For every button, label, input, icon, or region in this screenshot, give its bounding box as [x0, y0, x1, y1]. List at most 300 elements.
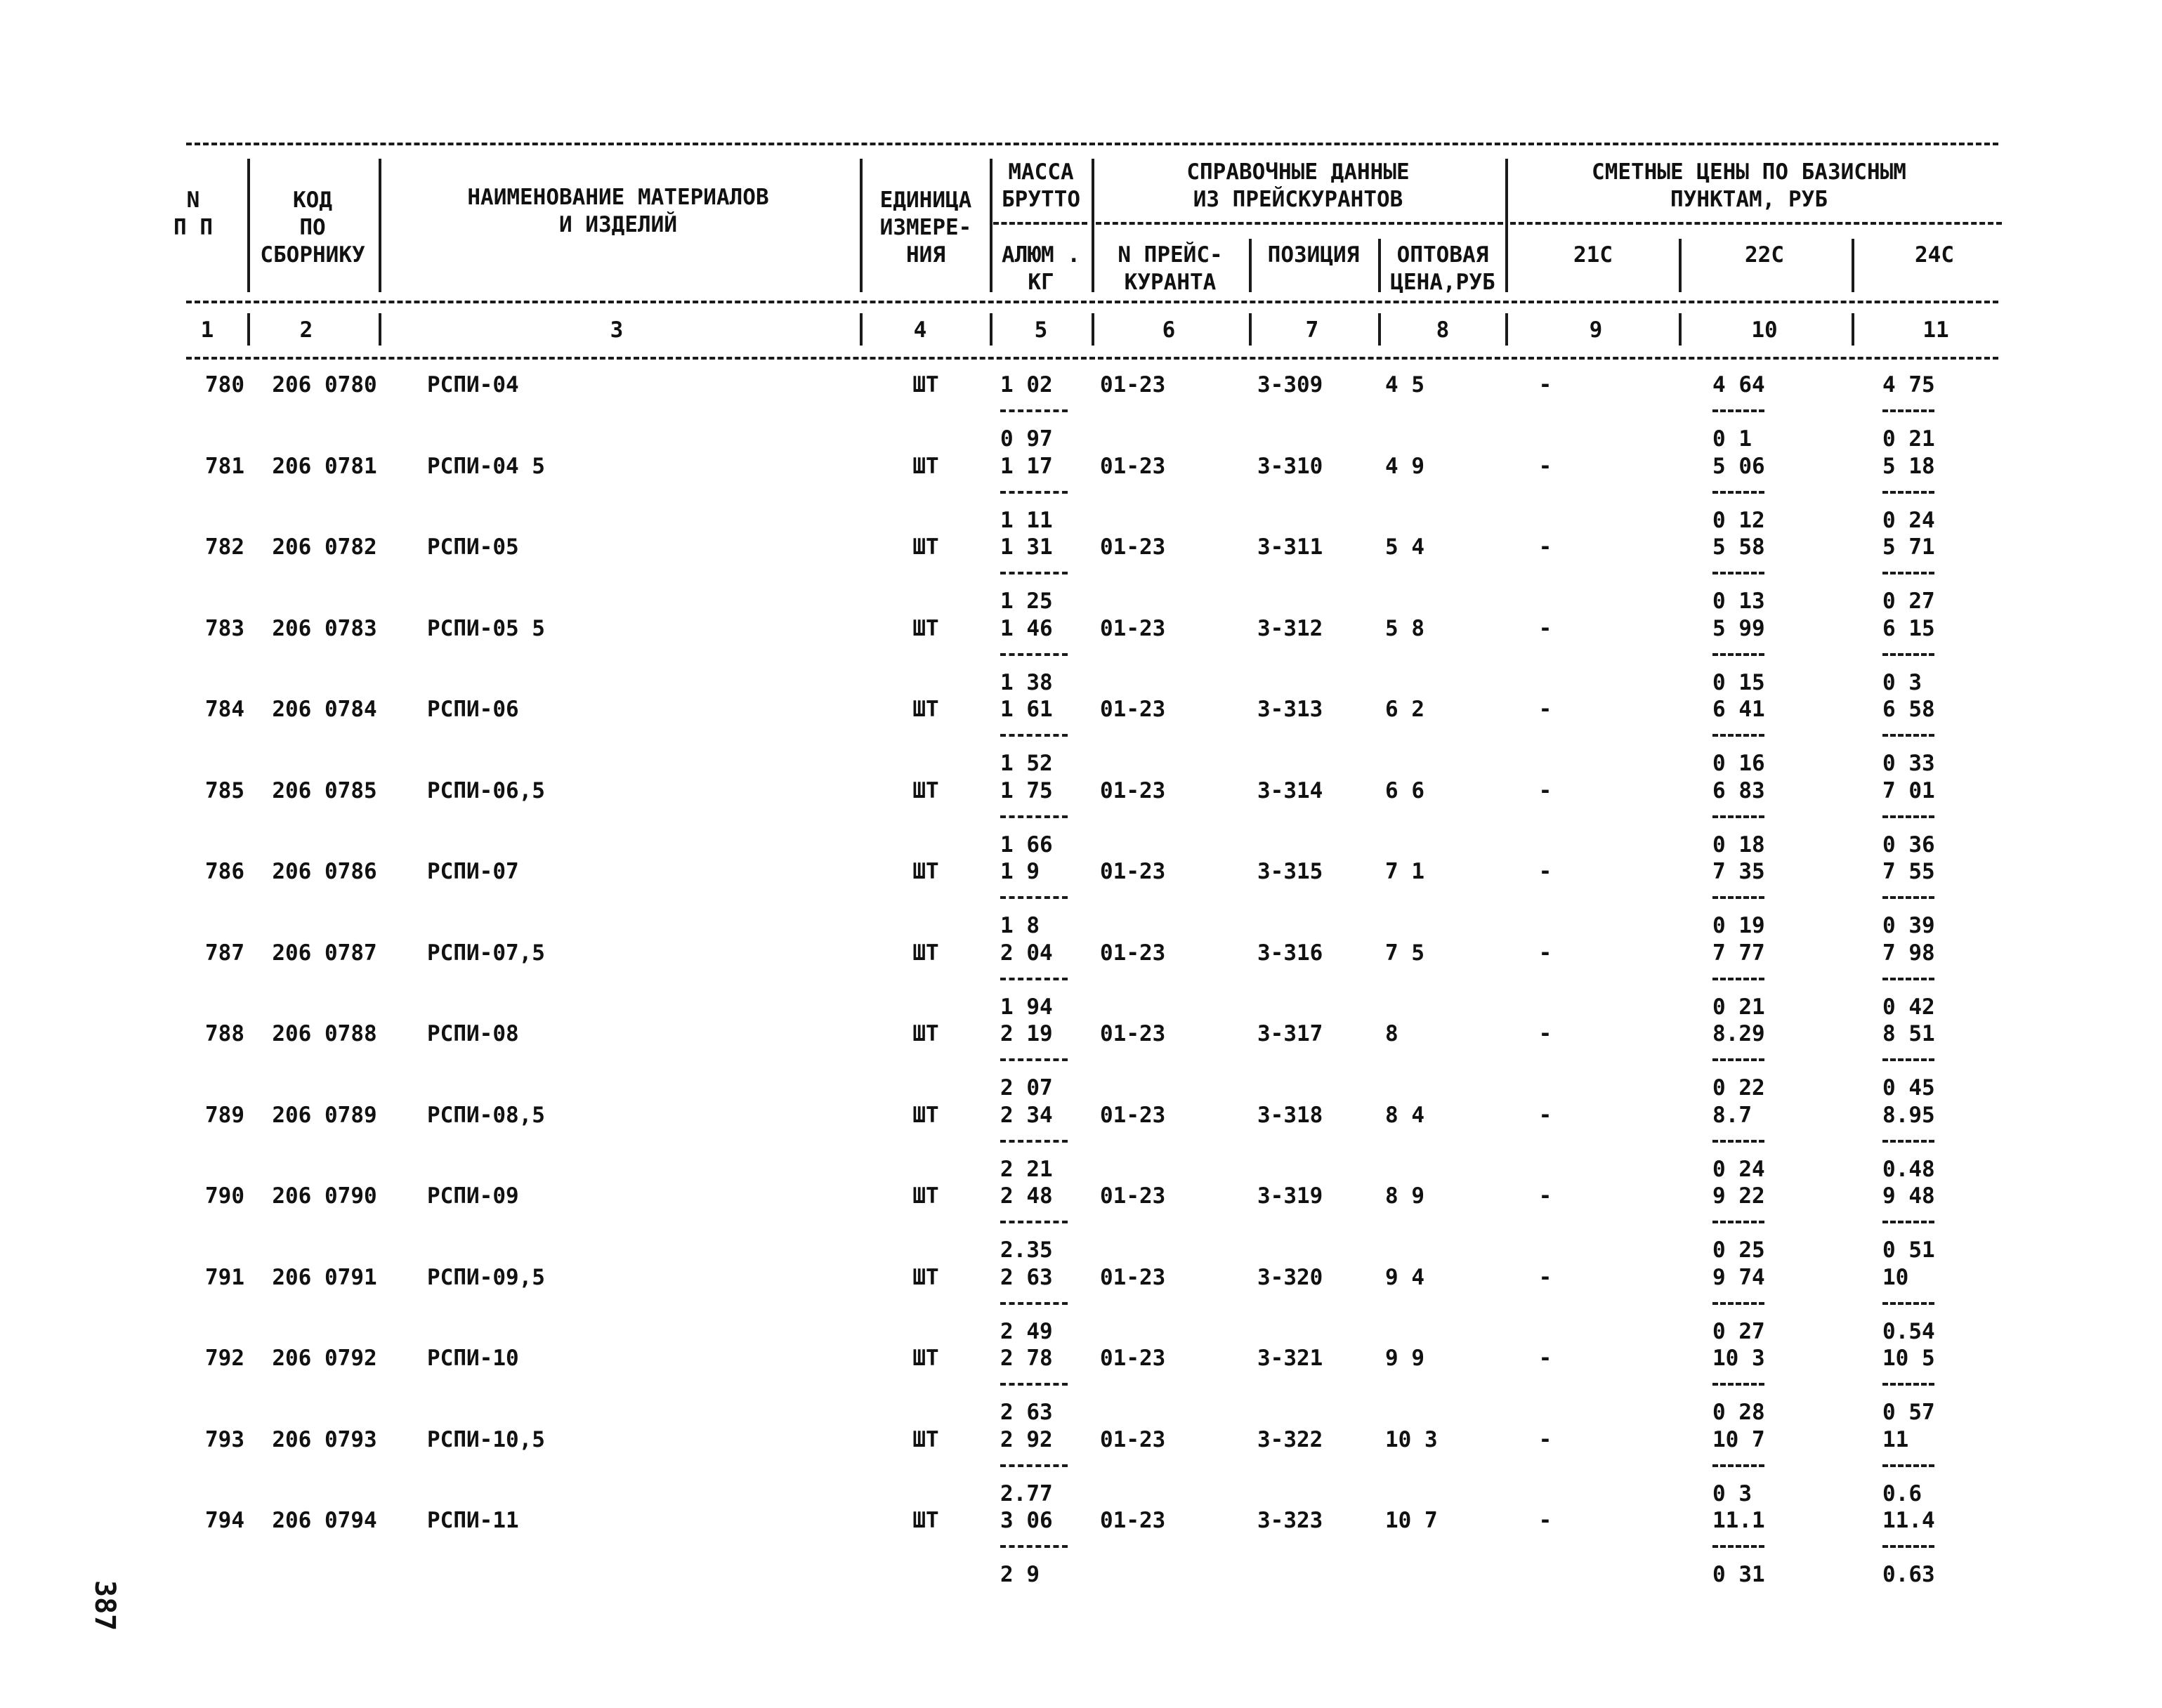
fraction-rule	[1000, 491, 1068, 494]
row-mass-alum: 1 66	[1000, 832, 1053, 858]
row-code: 206 0787	[272, 940, 377, 966]
row-price-24-transport: 0.6	[1882, 1480, 1922, 1506]
column-number: 4	[913, 317, 927, 343]
header-col8: ОПТОВАЯ ЦЕНА,РУБ	[1390, 242, 1495, 295]
fraction-rule	[1712, 1545, 1764, 1548]
row-price-24: 5 71	[1882, 534, 1935, 560]
column-number: 9	[1589, 317, 1603, 343]
row-mass: 1 75	[1000, 777, 1053, 803]
row-price: 4 5	[1385, 372, 1424, 398]
row-mass-alum: 0 97	[1000, 426, 1053, 452]
row-mass: 2 04	[1000, 940, 1053, 966]
row-price-21: -	[1538, 1183, 1552, 1209]
fraction-rule	[1712, 491, 1764, 494]
row-unit: ШТ	[912, 1346, 939, 1371]
row-unit: ШТ	[912, 940, 939, 966]
row-mass-alum: 1 25	[1000, 589, 1053, 614]
row-mass: 3 06	[1000, 1508, 1053, 1533]
row-position: 3-323	[1257, 1508, 1323, 1533]
fraction-rule	[1000, 1221, 1068, 1223]
header-separator	[1852, 239, 1854, 292]
fraction-rule	[1712, 734, 1764, 737]
colnum-separator	[1679, 313, 1682, 346]
colnum-separator	[1378, 313, 1381, 346]
row-mass-alum: 2.35	[1000, 1237, 1053, 1263]
row-unit: ШТ	[912, 697, 939, 722]
row-price-22: 6 41	[1712, 697, 1765, 722]
row-number: 794	[205, 1508, 244, 1533]
row-position: 3-310	[1257, 453, 1323, 479]
header-separator	[1505, 159, 1508, 292]
row-number: 788	[205, 1021, 244, 1046]
row-price-24: 6 58	[1882, 697, 1935, 722]
group-prices-rule	[1510, 222, 2002, 225]
fraction-rule	[1712, 1383, 1764, 1386]
group-ref-rule	[1096, 222, 1503, 225]
row-unit: ШТ	[912, 1021, 939, 1046]
row-price-24-transport: 0.63	[1882, 1562, 1935, 1587]
colnum-separator	[247, 313, 250, 346]
fraction-rule	[1882, 1383, 1934, 1386]
row-price-22-transport: 0 15	[1712, 669, 1765, 695]
row-position: 3-317	[1257, 1021, 1323, 1046]
row-price-22: 11.1	[1712, 1508, 1765, 1533]
row-price-24-transport: 0 39	[1882, 913, 1935, 938]
column-number: 6	[1162, 317, 1176, 343]
row-price-22-transport: 0 3	[1712, 1480, 1752, 1506]
row-position: 3-320	[1257, 1264, 1323, 1290]
row-mass-alum: 2 9	[1000, 1562, 1040, 1587]
row-position: 3-316	[1257, 940, 1323, 966]
fraction-rule	[1712, 1140, 1764, 1143]
row-price-22: 10 7	[1712, 1426, 1765, 1452]
header-separator	[990, 159, 992, 292]
row-catalog: 01-23	[1100, 453, 1166, 479]
fraction-rule	[1000, 1058, 1068, 1061]
row-mass: 2 34	[1000, 1102, 1053, 1128]
row-code: 206 0784	[272, 697, 377, 722]
row-price: 8	[1385, 1021, 1398, 1046]
row-mass: 1 31	[1000, 534, 1053, 560]
row-name: РСПИ-08	[427, 1021, 519, 1046]
header-separator	[1092, 159, 1094, 292]
row-price-21: -	[1538, 453, 1552, 479]
row-name: РСПИ-05 5	[427, 615, 545, 641]
fraction-rule	[1882, 815, 1934, 818]
row-mass-alum: 2 49	[1000, 1318, 1053, 1344]
row-unit: ШТ	[912, 777, 939, 803]
row-catalog: 01-23	[1100, 1264, 1166, 1290]
row-price: 6 2	[1385, 697, 1424, 722]
fraction-rule	[1712, 815, 1764, 818]
row-price-22-transport: 0 12	[1712, 507, 1765, 533]
row-catalog: 01-23	[1100, 1426, 1166, 1452]
row-price-22-transport: 0 31	[1712, 1562, 1765, 1587]
row-position: 3-319	[1257, 1183, 1323, 1209]
header-separator	[1679, 239, 1682, 292]
row-price-22-transport: 0 24	[1712, 1156, 1765, 1182]
row-unit: ШТ	[912, 1264, 939, 1290]
fraction-rule	[1882, 734, 1934, 737]
row-code: 206 0783	[272, 615, 377, 641]
row-catalog: 01-23	[1100, 1346, 1166, 1371]
fraction-rule	[1000, 1464, 1068, 1467]
column-number: 8	[1436, 317, 1450, 343]
header-col9: 21С	[1573, 242, 1613, 268]
row-code: 206 0789	[272, 1102, 377, 1128]
row-unit: ШТ	[912, 859, 939, 884]
row-price-24: 9 48	[1882, 1183, 1935, 1209]
header-bottom-rule	[186, 301, 1998, 303]
row-mass: 2 19	[1000, 1021, 1053, 1046]
row-mass-alum: 1 11	[1000, 507, 1053, 533]
fraction-rule	[1882, 896, 1934, 899]
colnum-separator	[990, 313, 992, 346]
row-number: 786	[205, 859, 244, 884]
header-separator	[1249, 239, 1252, 292]
fraction-rule	[1882, 978, 1934, 980]
row-number: 785	[205, 777, 244, 803]
row-number: 781	[205, 453, 244, 479]
row-price-24: 8 51	[1882, 1021, 1935, 1046]
row-price-22: 10 3	[1712, 1346, 1765, 1371]
row-price-24-transport: 0 51	[1882, 1237, 1935, 1263]
row-price-22-transport: 0 25	[1712, 1237, 1765, 1263]
row-mass-alum: 2.77	[1000, 1480, 1053, 1506]
row-position: 3-322	[1257, 1426, 1323, 1452]
column-number: 10	[1751, 317, 1778, 343]
row-mass: 2 63	[1000, 1264, 1053, 1290]
column-number: 5	[1034, 317, 1048, 343]
row-name: РСПИ-05	[427, 534, 519, 560]
header-col3: НАИМЕНОВАНИЕ МАТЕРИАЛОВ И ИЗДЕЛИЙ	[467, 185, 769, 237]
row-price-24-transport: 0 57	[1882, 1400, 1935, 1425]
header-col5: МАССА БРУТТО	[1002, 159, 1080, 212]
row-position: 3-309	[1257, 372, 1323, 398]
row-mass-alum: 1 52	[1000, 751, 1053, 776]
colnum-separator	[860, 313, 863, 346]
row-mass: 1 46	[1000, 615, 1053, 641]
header-col5-sub: АЛЮМ . КГ	[1002, 242, 1080, 295]
fraction-rule	[1712, 1221, 1764, 1223]
row-name: РСПИ-10,5	[427, 1426, 545, 1452]
header-col7: ПОЗИЦИЯ	[1267, 242, 1360, 268]
row-unit: ШТ	[912, 1102, 939, 1128]
row-unit: ШТ	[912, 1508, 939, 1533]
row-catalog: 01-23	[1100, 534, 1166, 560]
fraction-rule	[1882, 1221, 1934, 1223]
row-price-22-transport: 0 18	[1712, 832, 1765, 858]
fraction-rule	[1000, 815, 1068, 818]
column-number: 2	[299, 317, 313, 343]
fraction-rule	[1000, 896, 1068, 899]
row-code: 206 0782	[272, 534, 377, 560]
row-price-24: 4 75	[1882, 372, 1935, 398]
row-catalog: 01-23	[1100, 1508, 1166, 1533]
row-price-24: 11	[1882, 1426, 1909, 1452]
row-price-24-transport: 0 33	[1882, 751, 1935, 776]
fraction-rule	[1712, 978, 1764, 980]
row-price-22-transport: 0 27	[1712, 1318, 1765, 1344]
row-name: РСПИ-06,5	[427, 777, 545, 803]
row-position: 3-318	[1257, 1102, 1323, 1128]
colnum-separator	[1249, 313, 1252, 346]
fraction-rule	[1000, 1302, 1068, 1305]
row-price: 10 7	[1385, 1508, 1438, 1533]
row-name: РСПИ-07,5	[427, 940, 545, 966]
fraction-rule	[1882, 1140, 1934, 1143]
header-group-reference: СПРАВОЧНЫЕ ДАННЫЕ ИЗ ПРЕЙСКУРАНТОВ	[1186, 159, 1410, 212]
row-price-22: 7 77	[1712, 940, 1765, 966]
row-catalog: 01-23	[1100, 1183, 1166, 1209]
colnum-separator	[1092, 313, 1094, 346]
row-name: РСПИ-11	[427, 1508, 519, 1533]
header-col1: N П П	[173, 188, 213, 240]
fraction-rule	[1712, 1464, 1764, 1467]
row-price-24: 5 18	[1882, 453, 1935, 479]
page-number: 387	[89, 1580, 121, 1631]
row-price-24-transport: 0 45	[1882, 1075, 1935, 1101]
row-mass-alum: 2 63	[1000, 1400, 1053, 1425]
row-unit: ШТ	[912, 1183, 939, 1209]
row-price-21: -	[1538, 1426, 1552, 1452]
row-catalog: 01-23	[1100, 372, 1166, 398]
row-name: РСПИ-04 5	[427, 453, 545, 479]
fraction-rule	[1882, 1302, 1934, 1305]
fraction-rule	[1000, 1383, 1068, 1386]
row-catalog: 01-23	[1100, 615, 1166, 641]
fraction-rule	[1000, 572, 1068, 574]
row-number: 789	[205, 1102, 244, 1128]
row-code: 206 0786	[272, 859, 377, 884]
row-price-24-transport: 0 24	[1882, 507, 1935, 533]
row-price-24: 6 15	[1882, 615, 1935, 641]
row-price: 6 6	[1385, 777, 1424, 803]
column-number: 7	[1305, 317, 1319, 343]
row-price-24: 7 98	[1882, 940, 1935, 966]
colnum-separator	[1505, 313, 1508, 346]
row-mass: 1 17	[1000, 453, 1053, 479]
row-name: РСПИ-09	[427, 1183, 519, 1209]
row-position: 3-312	[1257, 615, 1323, 641]
row-name: РСПИ-08,5	[427, 1102, 545, 1128]
row-price-22: 5 58	[1712, 534, 1765, 560]
row-price-22: 6 83	[1712, 777, 1765, 803]
row-mass: 1 61	[1000, 697, 1053, 722]
row-price-22-transport: 0 1	[1712, 426, 1752, 452]
row-price-21: -	[1538, 534, 1552, 560]
row-name: РСПИ-09,5	[427, 1264, 545, 1290]
row-price-24: 7 55	[1882, 859, 1935, 884]
header-separator	[1378, 239, 1381, 292]
row-number: 787	[205, 940, 244, 966]
row-price: 7 5	[1385, 940, 1424, 966]
fraction-rule	[1000, 978, 1068, 980]
row-code: 206 0780	[272, 372, 377, 398]
row-unit: ШТ	[912, 453, 939, 479]
row-price-21: -	[1538, 859, 1552, 884]
header-col10: 22С	[1745, 242, 1784, 268]
row-mass: 1 9	[1000, 859, 1040, 884]
fraction-rule	[1882, 572, 1934, 574]
fraction-rule	[1712, 1302, 1764, 1305]
row-mass-alum: 1 94	[1000, 994, 1053, 1020]
row-mass: 2 48	[1000, 1183, 1053, 1209]
row-unit: ШТ	[912, 372, 939, 398]
row-price-21: -	[1538, 1508, 1552, 1533]
row-price: 5 4	[1385, 534, 1424, 560]
row-catalog: 01-23	[1100, 859, 1166, 884]
row-price-22: 9 74	[1712, 1264, 1765, 1290]
row-price: 7 1	[1385, 859, 1424, 884]
fraction-rule	[1712, 1058, 1764, 1061]
column-number: 3	[610, 317, 624, 343]
row-price-24: 8.95	[1882, 1102, 1935, 1128]
fraction-rule	[1882, 1545, 1934, 1548]
row-price-22-transport: 0 28	[1712, 1400, 1765, 1425]
row-price: 4 9	[1385, 453, 1424, 479]
row-number: 780	[205, 372, 244, 398]
header-col11: 24С	[1915, 242, 1954, 268]
row-price-22: 9 22	[1712, 1183, 1765, 1209]
row-unit: ШТ	[912, 615, 939, 641]
row-price-24-transport: 0 21	[1882, 426, 1935, 452]
row-position: 3-311	[1257, 534, 1323, 560]
row-mass: 2 92	[1000, 1426, 1053, 1452]
row-code: 206 0781	[272, 453, 377, 479]
header-col6: N ПРЕЙС- КУРАНТА	[1118, 242, 1223, 295]
row-price-21: -	[1538, 940, 1552, 966]
fraction-rule	[1882, 409, 1934, 412]
fraction-rule	[1000, 653, 1068, 656]
fraction-rule	[1712, 653, 1764, 656]
row-catalog: 01-23	[1100, 940, 1166, 966]
row-code: 206 0793	[272, 1426, 377, 1452]
row-price-21: -	[1538, 1102, 1552, 1128]
row-code: 206 0788	[272, 1021, 377, 1046]
row-mass-alum: 1 8	[1000, 913, 1040, 938]
fraction-rule	[1882, 1464, 1934, 1467]
row-position: 3-314	[1257, 777, 1323, 803]
row-code: 206 0792	[272, 1346, 377, 1371]
row-catalog: 01-23	[1100, 1102, 1166, 1128]
row-price-21: -	[1538, 1264, 1552, 1290]
row-code: 206 0794	[272, 1508, 377, 1533]
row-name: РСПИ-04	[427, 372, 519, 398]
row-price-22: 8.7	[1712, 1102, 1752, 1128]
row-number: 783	[205, 615, 244, 641]
row-name: РСПИ-06	[427, 697, 519, 722]
column-number: 1	[200, 317, 214, 343]
header-separator	[860, 159, 863, 292]
row-mass-alum: 1 38	[1000, 669, 1053, 695]
row-price-22-transport: 0 16	[1712, 751, 1765, 776]
header-col4: ЕДИНИЦА ИЗМЕРЕ- НИЯ	[879, 188, 972, 268]
fraction-rule	[1000, 409, 1068, 412]
row-price-22-transport: 0 21	[1712, 994, 1765, 1020]
fraction-rule	[1000, 1545, 1068, 1548]
row-number: 792	[205, 1346, 244, 1371]
row-price-24-transport: 0.48	[1882, 1156, 1935, 1182]
row-catalog: 01-23	[1100, 777, 1166, 803]
row-price-22: 5 06	[1712, 453, 1765, 479]
row-price-24-transport: 0 27	[1882, 589, 1935, 614]
row-price: 9 9	[1385, 1346, 1424, 1371]
row-price-24-transport: 0 3	[1882, 669, 1922, 695]
row-position: 3-313	[1257, 697, 1323, 722]
row-mass: 1 02	[1000, 372, 1053, 398]
row-number: 790	[205, 1183, 244, 1209]
row-price-24: 10 5	[1882, 1346, 1935, 1371]
row-price-22-transport: 0 13	[1712, 589, 1765, 614]
header-group-prices: СМЕТНЫЕ ЦЕНЫ ПО БАЗИСНЫМ ПУНКТАМ, РУБ	[1592, 159, 1906, 212]
row-code: 206 0790	[272, 1183, 377, 1209]
row-price: 8 9	[1385, 1183, 1424, 1209]
mass-sub-rule	[993, 222, 1087, 225]
fraction-rule	[1882, 1058, 1934, 1061]
row-code: 206 0785	[272, 777, 377, 803]
row-price-24: 10	[1882, 1264, 1909, 1290]
row-price-22: 8.29	[1712, 1021, 1765, 1046]
fraction-rule	[1712, 896, 1764, 899]
row-number: 784	[205, 697, 244, 722]
header-separator	[247, 159, 250, 292]
row-position: 3-315	[1257, 859, 1323, 884]
row-catalog: 01-23	[1100, 697, 1166, 722]
row-price-24: 11.4	[1882, 1508, 1935, 1533]
row-catalog: 01-23	[1100, 1021, 1166, 1046]
fraction-rule	[1000, 734, 1068, 737]
row-number: 782	[205, 534, 244, 560]
table-top-rule	[186, 143, 1998, 145]
fraction-rule	[1882, 491, 1934, 494]
row-price-24-transport: 0 36	[1882, 832, 1935, 858]
row-price-21: -	[1538, 1346, 1552, 1371]
row-price-24: 7 01	[1882, 777, 1935, 803]
row-price: 8 4	[1385, 1102, 1424, 1128]
fraction-rule	[1882, 653, 1934, 656]
row-price: 10 3	[1385, 1426, 1438, 1452]
row-price-22: 4 64	[1712, 372, 1765, 398]
row-unit: ШТ	[912, 1426, 939, 1452]
colnum-separator	[379, 313, 381, 346]
row-price-22: 5 99	[1712, 615, 1765, 641]
row-price: 9 4	[1385, 1264, 1424, 1290]
row-mass-alum: 2 07	[1000, 1075, 1053, 1101]
row-price-24-transport: 0 42	[1882, 994, 1935, 1020]
row-name: РСПИ-07	[427, 859, 519, 884]
column-numbers-bottom-rule	[186, 357, 1998, 360]
colnum-separator	[1852, 313, 1854, 346]
row-price-22: 7 35	[1712, 859, 1765, 884]
row-mass-alum: 2 21	[1000, 1156, 1053, 1182]
row-number: 793	[205, 1426, 244, 1452]
fraction-rule	[1712, 409, 1764, 412]
row-price-22-transport: 0 19	[1712, 913, 1765, 938]
row-mass: 2 78	[1000, 1346, 1053, 1371]
row-unit: ШТ	[912, 534, 939, 560]
header-col2: КОД ПО СБОРНИКУ	[260, 188, 365, 268]
header-separator	[379, 159, 381, 292]
row-price-21: -	[1538, 777, 1552, 803]
fraction-rule	[1000, 1140, 1068, 1143]
row-position: 3-321	[1257, 1346, 1323, 1371]
fraction-rule	[1712, 572, 1764, 574]
row-price-21: -	[1538, 1021, 1552, 1046]
row-price: 5 8	[1385, 615, 1424, 641]
row-price-21: -	[1538, 372, 1552, 398]
row-price-22-transport: 0 22	[1712, 1075, 1765, 1101]
